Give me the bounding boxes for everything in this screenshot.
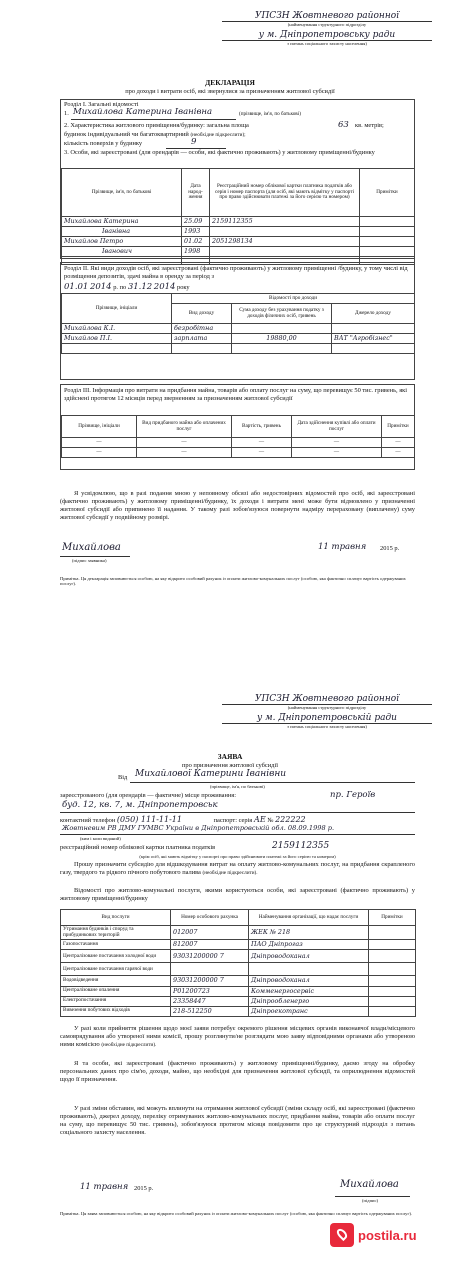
table-row: Централізоване постачання гарячої води (61, 963, 416, 976)
table-row: Електропостачання 23358447 Дніпрообленерго (61, 996, 416, 1006)
consent-commission: У разі коли прийняття рішення щодо моєї заяви потребує окремого рішення місцевих органів виконавчої влади/місцевого самоврядування або утвореної ними комісії, прошу розглянути/не розглядати мою заяву відповідними органами або утвореною ними комісією (необхідне підкреслити). (60, 1025, 415, 1048)
income-period: 01.01 2014 р. по 31.12 2014 року (64, 282, 190, 292)
section-3-box (60, 384, 415, 470)
applicant-signature: Михайлова (62, 542, 121, 553)
postila-brand-text: postila.ru (358, 1227, 417, 1243)
section-2-title: Розділ ІІ. Які види доходів осіб, які зареєстровані (фактично проживають) у житловому приміщенні /будинку, у тому числі від розміщення депозитів, здачі майна в оренду за період з (64, 265, 408, 280)
city-council-handwritten: у м. Дніпропетровській ради (257, 713, 397, 724)
services-table: Вид послуги Номер особового рахунка Найменування організації, що надає послуги Примітки Утримання будинків і споруд та прибудинкових територій 012007 ЖЕК № 218 Газопостачання 812007 ПАО Дніпрогаз Централізоване постачання холодної води 93031200000 7 Дніпроводоканал Централізоване постачання гарячої води Водовідведення 93031200000 7 Дніпроводоканал Централізоване опалення Р01200723 Комменергосервіс Електропостачання 23358447 Дніпрообленерго Вивезення побутових відходів 218-512250 Дніпроекотранс (60, 909, 416, 1017)
residents-table: Прізвище, ім'я, по батькові Дата народ-ження Реєстраційний номер облікової картки платника податків або серія і номер паспорта (для осіб, які мають відмітку у паспорті про право здійснювати платежі за його серією та номером) Примітки Михайлова Катерина 25.09 2159112355 Іванівна 1993 Михайлов Петро 01.02 2051298134 Іванович 1998 (61, 168, 415, 265)
area-handwritten: 63 (338, 120, 349, 130)
declaration-header (222, 8, 432, 46)
table-row: — — — — — (62, 438, 415, 448)
request-text: Прошу призначити субсидію для відшкодування витрат на оплату житлово-комунальних послуг, на придбання скрапленого газу, твердого та рідкого пічного побутового палива (необхідне підкреслити). (60, 861, 415, 876)
expenses-table: Прізвище, ініціали Вид придбаного майна або оплачених послуг Вартість, гривень Дата здійснення купівлі або оплати послуг Примітки — — — — — — — — — — (61, 415, 415, 458)
section-2-box (60, 262, 415, 380)
section-1-title: Розділ І. Загальні відомості (64, 101, 139, 108)
address-handwritten-1: пр. Героїв (330, 790, 376, 800)
postila-logo[interactable] (330, 1218, 450, 1252)
tax-number-handwritten: 2159112355 (272, 841, 330, 851)
declaration-date: 11 травня (318, 542, 367, 552)
passport-issued-handwritten: Жовтневим РВ ДМУ ГУМВС України в Дніпропетровській обл. 08.09.1998 р. (62, 824, 335, 832)
table-row: — — — — — (62, 448, 415, 458)
city-council-handwritten: у м. Дніпропетровську ради (258, 30, 396, 41)
application-date: 11 травня (80, 1182, 129, 1192)
table-row: Газопостачання 812007 ПАО Дніпрогаз (61, 940, 416, 950)
income-table: Прізвище, ініціали Відомості про доходи Вид доходу Сума доходу без урахування податку з доходів фізичних осіб, гривень Джерело доходу Михайлова К.І. безробітна Михайлов П.І. зарплата 19880,00 ВАТ "Агробізнес" (61, 293, 415, 354)
address-handwritten-2: буд. 12, кв. 7, м. Дніпропетровськ (62, 800, 218, 810)
table-row: Михайлова Катерина 25.09 2159112355 (62, 217, 415, 227)
phone-passport-line: контактний телефон (050) 111-11-11 паспорт: серія АЕ № 222222 (60, 815, 306, 824)
application-subtitle: про призначення житлової субсидії (182, 762, 278, 769)
floors-handwritten: 9 (191, 137, 197, 147)
table-row: Утримання будинків і споруд та прибудинкових територій 012007 ЖЕК № 218 (61, 926, 416, 940)
table-row: Іванович 1998 (62, 247, 415, 257)
table-row (62, 344, 415, 354)
declaration-note: Примітка. Ця декларація заповнюється особою, на яку відкрито особовий рахунок із оплати житлово-комунальних послуг (особою, яка фактично сплачує вартість одержуваних послуг). (60, 576, 406, 587)
section-1-box: Розділ І. Загальні відомості 1. Михайлова Катерина Іванівна (прізвище, ім'я, по батькові) 2. Характеристика житлового приміщення/будинку: загальна площа 63 кв. метрів; будинок індивідуальний чи багатоквартирний (необхідне підкреслити); кількість поверхів у будинку 9 3. Особи, які зареєстровані (для орендарів — особи, які фактично проживають) у житловому приміщенні/будинку Прізвище, ім'я, по батькові Дата народ-ження Реєстраційний номер облікової картки платника податків або серія і номер паспорта (для осіб, які мають відмітку у паспорті про право здійснювати платежі за його серією та номером) Примітки Михайлова Катерина 25.09 2159112355 Іванівна 1993 Михайлов Петро 01.02 2051298134 Іванович 1998 (60, 99, 415, 259)
awareness-statement: Я усвідомлюю, що в разі подання мною у неповному обсязі або недостовірних відомостей про осіб, які зареєстровані (фактично проживають) у житловому приміщенні/будинку, їх доходи і витрати мені може бути відмовлено у призначенні житлової субсидії або припинено її надання. У такому разі зобов'язуюся повернути надміру перераховану (виплачену) суму житлової субсидії у подвійному розмірі. (60, 490, 415, 521)
dept-name-handwritten: УПСЗН Жовтневого районної (254, 11, 400, 21)
postila-pin-icon (330, 1223, 354, 1247)
table-row: Михайлов П.І. зарплата 19880,00 ВАТ "Агробізнес" (62, 334, 415, 344)
table-row: Михайлов Петро 01.02 2051298134 (62, 237, 415, 247)
applicant-signature: Михайлова (340, 1179, 399, 1190)
table-row: Централізоване постачання холодної води 93031200000 7 Дніпроводоканал (61, 950, 416, 963)
applicant-name-handwritten: Михайлова Катерина Іванівна (73, 107, 213, 117)
applicant-name-handwritten: Михайлової Катерини Іванівни (135, 769, 287, 779)
declaration-page: УПСЗН Жовтневого районної (найменування структурного підрозділу у м. Дніпропетровську ради з питань соціального захисту населення) ДЕКЛАРАЦІЯ про доходи і витрати осіб, які звернулися за призначенням житлової субсидії Розділ І. Загальні відомості 1. Михайлова Катерина Іванівна (прізвище, ім'я, по батькові) 2. Характеристика житлового приміщення/будинку: загальна площа 63 кв. метрів; будинок індивідуальний чи багатоквартирний (необхідне підкреслити); кількість поверхів у будинку 9 3. Особи, які зареєстровані (для орендарів — особи, які фактично проживають) у житловому приміщенні/будинку Прізвище, ім'я, по батькові Дата народ-ження Реєстраційний номер облікової картки платника податків або серія і номер паспорта (для осіб, які мають відмітку у паспорті про право здійснювати платежі за його серією та номером) Примітки Михайлова Катерина 25.09 2159112355 Іванівна 1993 Михайлов Петро 01.02 2051298134 Іванович 1998 Розділ ІІ. Які види доходів осіб, які зареєстровані (фактично проживають) у житловому приміщенні /будинку, у тому числі від розміщення депозитів, здачі майна в оренду за період з 01.01 2014 р. по 31.12 2014 року Прізвище, ініціали Відомості про доходи Вид доходу Сума доходу без урахування податку з доходів фізичних осіб, гривень Джерело доходу Михайлова К.І. безробітна Михайлов П.І. зарплата 19880,00 ВАТ "Агробізнес" Розділ ІІІ. Інформація про витрати на придбання майна, товарів або оплату послуг на суму, що перевищує 50 тис. гривень, які здійснені протягом 12 місяців перед зверненням за призначенням житлової субсидії Прізвище, ініціали Вид придбаного майна або оплачених послуг Вартість, гривень Дата здійснення купівлі або оплати послуг Примітки — — — — — — — — — — Я усвідомлюю, що в разі подання мною у неповному обсязі або недостовірних відомостей про осіб, які зареєстровані (фактично проживають) у житловому приміщенні/будинку, їх доходи і витрати мені може бути відмовлено у призначенні житлової субсидії або припинено її надання. У такому разі зобов'язуюся повернути надміру перераховану (виплачену) суму житлової субсидії у подвійному розмірі. Михайлова (підпис заявника) 11 травня 2015 р. Примітка. Ця декларація заповнюється особою, на яку відкрито особовий рахунок із оплати житлово-комунальних послуг (особою, яка фактично сплачує вартість одержуваних послуг). (0, 0, 460, 655)
declaration-title: ДЕКЛАРАЦІЯ (205, 78, 255, 87)
section-3-title: Розділ ІІІ. Інформація про витрати на придбання майна, товарів або оплату послуг на суму, що перевищує 50 тис. гривень, які здійснені протягом 12 місяців перед зверненням за призначенням житлової субсидії (64, 387, 408, 402)
table-row: Вивезення побутових відходів 218-512250 Дніпроекотранс (61, 1006, 416, 1016)
dept-label-2: з питань соціального захисту населення) (287, 41, 367, 47)
dept-name-handwritten: УПСЗН Жовтневого районної (254, 694, 400, 704)
change-obligation: У разі зміни обставин, які можуть вплинути на отримання житлової субсидії (зміни складу осіб, які зареєстровані (фактично проживають), джерел доходу, переліку отримуваних житлово-комунальних послуг, придбання майна, товарів або оплати послуг на суму, що перевищує 50 тис. гривень), зобов'язуюся протягом місяця повідомити про це структурний підрозділ з питань соціального захисту населення. (60, 1105, 415, 1136)
dept-label-1: (найменування структурного підрозділу (287, 22, 367, 27)
declaration-subtitle: про доходи і витрати осіб, які звернулися за призначенням житлової субсидії (125, 88, 335, 95)
application-header: УПСЗН Жовтневого районної (найменування структурного підрозділу у м. Дніпропетровській ради з питань соціального захисту населення) (222, 691, 432, 729)
application-title: ЗАЯВА (217, 752, 243, 761)
table-row: Централізоване опалення Р01200723 Комменергосервіс (61, 986, 416, 996)
services-intro: Відомості про житлово-комунальні послуги, якими користуються особи, які зареєстровані (фактично проживають) у житловому приміщенні/будинку (60, 887, 415, 902)
table-row: Михайлова К.І. безробітна (62, 324, 415, 334)
table-row: Іванівна 1993 (62, 227, 415, 237)
consent-personal-data: Я та особи, які зареєстровані (фактично проживають) у житловому приміщенні/будинку, даємо згоду на обробку персональних даних про сім'ю, доходи, майно, що необхідні для призначення житлової субсидії, та оприлюднення відомостей щодо її призначення. (60, 1060, 415, 1083)
application-note: Примітка. Ця заява заповнюється особою, на яку відкрито особовий рахунок із оплати житлово-комунальних послуг (особою, яка фактично сплачує вартість одержуваних послуг). (60, 1211, 413, 1216)
table-row: Водовідведення 93031200000 7 Дніпроводоканал (61, 976, 416, 986)
application-page: УПСЗН Жовтневого районної (найменування структурного підрозділу у м. Дніпропетровській ради з питань соціального захисту населення) ЗАЯВА про призначення житлової субсидії Від Михайлової Катерини Іванівни (прізвище, ім'я, по батькові) зареєстрованого (для орендарів — фактичне) місце проживання: пр. Героїв буд. 12, кв. 7, м. Дніпропетровськ контактний телефон (050) 111-11-11 паспорт: серія АЕ № 222222 Жовтневим РВ ДМУ ГУМВС України в Дніпропетровській обл. 08.09.1998 р. (ким і коли виданий) реєстраційний номер облікової картки платника податків 2159112355 (крім осіб, які мають відмітку у паспорті про право здійснювати платежі за його серією та номером) Прошу призначити субсидію для відшкодування витрат на оплату житлово-комунальних послуг, на придбання скрапленого газу, твердого та рідкого пічного побутового палива (необхідне підкреслити). Відомості про житлово-комунальні послуги, якими користуються особи, які зареєстровані (фактично проживають) у житловому приміщенні/будинку Вид послуги Номер особового рахунка Найменування організації, що надає послуги Примітки Утримання будинків і споруд та прибудинкових територій 012007 ЖЕК № 218 Газопостачання 812007 ПАО Дніпрогаз Централізоване постачання холодної води 93031200000 7 Дніпроводоканал Централізоване постачання гарячої води Водовідведення 93031200000 7 Дніпроводоканал Централізоване опалення Р01200723 Комменергосервіс Електропостачання 23358447 Дніпрообленерго Вивезення побутових відходів 218-512250 Дніпроекотранс У разі коли прийняття рішення щодо моєї заяви потребує окремого рішення місцевих органів виконавчої влади/місцевого самоврядування або утвореної ними комісії, прошу розглянути/не розглядати мою заяву відповідними органами або утвореною ними комісією (необхідне підкреслити). Я та особи, які зареєстровані (фактично проживають) у житловому приміщенні/будинку, даємо згоду на обробку персональних даних про сім'ю, доходи, майно, що необхідні для призначення житлової субсидії, та оприлюднення відомостей щодо її призначення. У разі зміни обставин, які можуть вплинути на отримання житлової субсидії (зміни складу осіб, які зареєстровані (фактично проживають), джерел доходу, переліку отримуваних житлово-комунальних послуг, придбання майна, товарів або оплати послуг на суму, що перевищує 50 тис. гривень), зобов'язуюся протягом місяця повідомити про це структурний підрозділ з питань соціального захисту населення. 11 травня 2015 р. Михайлова (підпис) Примітка. Ця заява заповнюється особою, на яку відкрито особовий рахунок із оплати житлово-комунальних послуг (особою, яка фактично сплачує вартість одержуваних послуг). (0, 655, 460, 1265)
